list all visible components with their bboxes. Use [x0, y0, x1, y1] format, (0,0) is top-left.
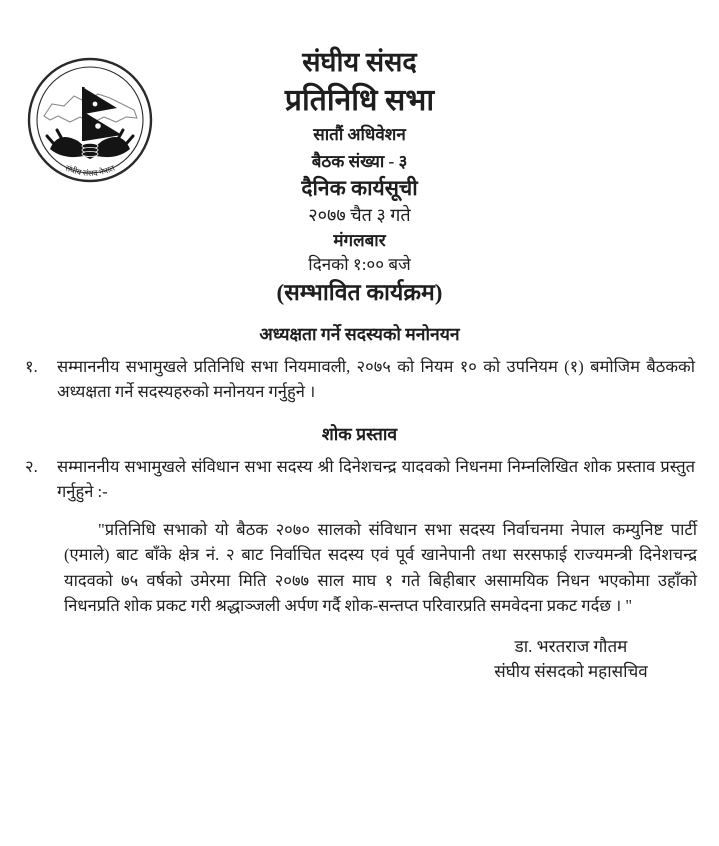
house-title: प्रतिनिधि सभा: [284, 83, 435, 117]
agenda-item-2: [25, 455, 695, 505]
section-heading-condolence: शोक प्रस्ताव: [321, 424, 398, 445]
item-text: सम्माननीय सभामुखले प्रतिनिधि सभा नियमावली, २०७५ को नियम १० को उपनियम (१) बमोजिम बैठकको अध्यक्षता गर्ने सदस्यहरुको मनोनयन गर्नुहुने ।: [57, 356, 695, 401]
parliament-emblem: [24, 54, 156, 186]
meeting-time: दिनको १:०० बजे: [308, 254, 411, 274]
meeting-date: २०७७ चैत ३ गते: [308, 205, 411, 225]
signature-block: [443, 635, 699, 684]
meeting-number: बैठक संख्या - ३: [311, 151, 408, 171]
program-note: (सम्भावित कार्यक्रम): [276, 280, 443, 305]
item-text: सम्माननीय सभामुखले संविधान सभा सदस्य श्री दिनेशचन्द्र यादवको निधनमा निम्नलिखित शोक प्रस्ताव प्रस्तुत गर्नुहुने :-: [57, 457, 695, 501]
condolence-motion-quote: "प्रतिनिधि सभाको यो बैठक २०७० सालको संविधान सभा सदस्य निर्वाचनमा नेपाल कम्युनिष्ट पार्टी (एमाले) बाट बाँके क्षेत्र नं. २ बाट निर्वाचित सदस्य एवं पूर्व खानेपानी तथा सरसफाई राज्यमन्त्री दिनेशचन्द्र यादवको ७५ वर्षको उमेरमा मिति २०७७ साल माघ १ गते बिहीबार असामयिक निधन भएकोमा उहाँको निधनप्रति शोक प्रकट गरी श्रद्धाञ्जली अर्पण गर्दै शोक-सन्तप्त परिवारप्रति समवेदना प्रकट गर्दछ । ": [64, 519, 697, 616]
emblem-ring-text: संघीय संसद नेपाल: [63, 163, 117, 178]
section-heading-nomination: अध्यक्षता गर्ने सदस्यको मनोनयन: [259, 323, 460, 344]
document-type: दैनिक कार्यसूची: [301, 175, 418, 200]
session-line: सातौं अधिवेशन: [313, 125, 406, 145]
signatory-name: डा. भरतराज गौतम: [514, 637, 628, 656]
signatory-title: संघीय संसदको महासचिव: [494, 661, 648, 681]
parliament-emblem-icon: [24, 54, 156, 186]
agenda-item-1: [25, 355, 695, 405]
parliament-title: संघीय संसद: [302, 47, 417, 77]
item-number: १.: [25, 356, 38, 376]
meeting-weekday: मंगलबार: [333, 230, 386, 250]
item-number: २.: [25, 457, 38, 477]
